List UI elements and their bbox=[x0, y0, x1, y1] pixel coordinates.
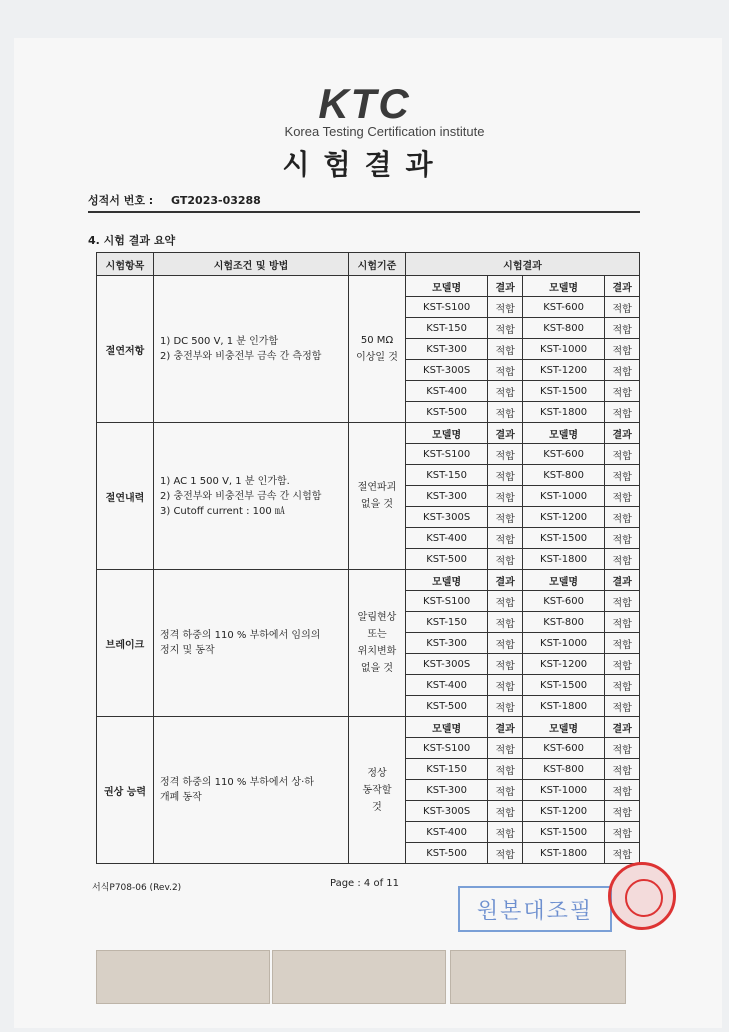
result-cell: 적합 bbox=[488, 780, 523, 801]
model-name-cell: KST-150 bbox=[406, 612, 488, 633]
model-name-cell: KST-S100 bbox=[406, 738, 488, 759]
model-name-cell: KST-1000 bbox=[522, 339, 604, 360]
model-name-cell: KST-150 bbox=[406, 318, 488, 339]
result-subheader: 모델명 bbox=[406, 276, 488, 297]
results-table bbox=[96, 252, 640, 864]
model-name-cell: KST-1500 bbox=[522, 528, 604, 549]
result-cell: 적합 bbox=[605, 738, 640, 759]
fold-strip-2 bbox=[272, 950, 446, 1004]
result-subheader: 결과 bbox=[488, 423, 523, 444]
result-cell: 적합 bbox=[605, 381, 640, 402]
result-subheader: 모델명 bbox=[406, 570, 488, 591]
test-standard bbox=[349, 717, 406, 864]
model-name-cell: KST-600 bbox=[522, 444, 604, 465]
result-cell: 적합 bbox=[488, 591, 523, 612]
test-conditions bbox=[154, 276, 349, 423]
result-cell: 적합 bbox=[605, 297, 640, 318]
result-cell: 적합 bbox=[488, 360, 523, 381]
model-name-cell: KST-150 bbox=[406, 759, 488, 780]
model-name-cell: KST-400 bbox=[406, 822, 488, 843]
model-name-cell: KST-1500 bbox=[522, 381, 604, 402]
result-cell: 적합 bbox=[605, 402, 640, 423]
standard-line: 정상 bbox=[367, 767, 387, 779]
result-cell: 적합 bbox=[605, 549, 640, 570]
result-subheader: 결과 bbox=[605, 570, 640, 591]
result-cell: 적합 bbox=[488, 738, 523, 759]
result-cell: 적합 bbox=[488, 801, 523, 822]
result-cell: 적합 bbox=[605, 759, 640, 780]
test-item: 절연저항 bbox=[97, 276, 154, 423]
test-conditions bbox=[154, 423, 349, 570]
model-name-cell: KST-1200 bbox=[522, 360, 604, 381]
condition-line: 정지 및 동작 bbox=[160, 645, 215, 656]
result-cell: 적합 bbox=[605, 633, 640, 654]
result-cell: 적합 bbox=[605, 318, 640, 339]
model-name-cell: KST-600 bbox=[522, 297, 604, 318]
original-copy-stamp: 원본대조필 bbox=[458, 886, 612, 932]
result-cell: 적합 bbox=[488, 339, 523, 360]
result-cell: 적합 bbox=[605, 843, 640, 864]
model-name-cell: KST-300 bbox=[406, 486, 488, 507]
result-cell: 적합 bbox=[488, 675, 523, 696]
result-cell: 적합 bbox=[488, 297, 523, 318]
result-cell: 적합 bbox=[488, 822, 523, 843]
result-cell: 적합 bbox=[488, 612, 523, 633]
model-name-cell: KST-1000 bbox=[522, 633, 604, 654]
model-name-cell: KST-800 bbox=[522, 759, 604, 780]
model-name-cell: KST-1200 bbox=[522, 801, 604, 822]
result-cell: 적합 bbox=[605, 696, 640, 717]
condition-line: 1) AC 1 500 V, 1 분 인가함. bbox=[160, 475, 290, 487]
model-name-cell: KST-1800 bbox=[522, 843, 604, 864]
result-cell: 적합 bbox=[488, 444, 523, 465]
model-name-cell: KST-300 bbox=[406, 780, 488, 801]
condition-line: 정격 하중의 110 % 부하에서 상·하 bbox=[160, 777, 314, 788]
header-item: 시험항목 bbox=[97, 253, 154, 276]
result-cell: 적합 bbox=[488, 549, 523, 570]
model-name-cell: KST-1000 bbox=[522, 486, 604, 507]
result-cell: 적합 bbox=[605, 528, 640, 549]
condition-line: 개폐 동작 bbox=[160, 792, 202, 803]
model-name-cell: KST-S100 bbox=[406, 297, 488, 318]
model-name-cell: KST-300 bbox=[406, 633, 488, 654]
condition-line: 2) 충전부와 비충전부 금속 간 측정함 bbox=[160, 351, 322, 362]
result-subheader: 모델명 bbox=[522, 423, 604, 444]
result-subheader: 모델명 bbox=[406, 423, 488, 444]
model-name-cell: KST-800 bbox=[522, 612, 604, 633]
model-name-cell: KST-S100 bbox=[406, 444, 488, 465]
condition-line: 3) Cutoff current : 100 ㎃ bbox=[160, 505, 285, 517]
result-cell: 적합 bbox=[605, 654, 640, 675]
model-name-cell: KST-1500 bbox=[522, 822, 604, 843]
result-cell: 적합 bbox=[605, 591, 640, 612]
result-subheader: 모델명 bbox=[406, 717, 488, 738]
model-name-cell: KST-300S bbox=[406, 507, 488, 528]
result-cell: 적합 bbox=[488, 528, 523, 549]
test-item: 브레이크 bbox=[97, 570, 154, 717]
model-name-cell: KST-600 bbox=[522, 738, 604, 759]
result-cell: 적합 bbox=[488, 486, 523, 507]
model-name-cell: KST-300 bbox=[406, 339, 488, 360]
standard-line: 없을 것 bbox=[360, 663, 394, 674]
standard-line: 이상일 것 bbox=[356, 352, 398, 363]
model-name-cell: KST-1800 bbox=[522, 549, 604, 570]
result-cell: 적합 bbox=[488, 633, 523, 654]
cert-number-value: GT2023-03288 bbox=[171, 194, 261, 207]
result-cell: 적합 bbox=[605, 507, 640, 528]
condition-line: 2) 충전부와 비충전부 금속 간 시험함 bbox=[160, 490, 322, 502]
cert-number-row bbox=[88, 192, 640, 213]
form-number: 서식P708-06 (Rev.2) bbox=[92, 883, 182, 893]
standard-line: 또는 bbox=[367, 629, 387, 640]
model-name-cell: KST-500 bbox=[406, 696, 488, 717]
result-cell: 적합 bbox=[488, 402, 523, 423]
result-cell: 적합 bbox=[488, 465, 523, 486]
model-name-cell: KST-S100 bbox=[406, 591, 488, 612]
model-name-cell: KST-500 bbox=[406, 843, 488, 864]
result-cell: 적합 bbox=[488, 759, 523, 780]
result-cell: 적합 bbox=[488, 381, 523, 402]
standard-line: 없을 것 bbox=[360, 499, 394, 510]
model-name-cell: KST-600 bbox=[522, 591, 604, 612]
result-cell: 적합 bbox=[488, 696, 523, 717]
condition-line: 정격 하중의 110 % 부하에서 임의의 bbox=[160, 630, 321, 641]
model-name-cell: KST-1200 bbox=[522, 654, 604, 675]
model-name-cell: KST-300S bbox=[406, 654, 488, 675]
section-title: 4. 시험 결과 요약 bbox=[88, 234, 176, 247]
test-standard bbox=[349, 276, 406, 423]
result-cell: 적합 bbox=[605, 612, 640, 633]
result-subheader: 결과 bbox=[605, 423, 640, 444]
result-subheader: 결과 bbox=[488, 717, 523, 738]
test-item: 권상 능력 bbox=[97, 717, 154, 864]
model-name-cell: KST-400 bbox=[406, 675, 488, 696]
model-name-cell: KST-400 bbox=[406, 528, 488, 549]
test-conditions bbox=[154, 570, 349, 717]
result-subheader: 결과 bbox=[605, 276, 640, 297]
model-name-cell: KST-150 bbox=[406, 465, 488, 486]
official-seal bbox=[608, 862, 676, 930]
model-name-cell: KST-300S bbox=[406, 801, 488, 822]
test-item: 절연내력 bbox=[97, 423, 154, 570]
model-name-cell: KST-1500 bbox=[522, 675, 604, 696]
result-cell: 적합 bbox=[605, 339, 640, 360]
model-name-cell: KST-1200 bbox=[522, 507, 604, 528]
cert-number-label: 성적서 번호 : bbox=[88, 194, 154, 207]
fold-strip-1 bbox=[96, 950, 270, 1004]
header-standard: 시험기준 bbox=[349, 253, 406, 276]
model-name-cell: KST-1800 bbox=[522, 696, 604, 717]
header-result: 시험결과 bbox=[406, 253, 640, 276]
result-subheader: 모델명 bbox=[522, 570, 604, 591]
result-cell: 적합 bbox=[605, 444, 640, 465]
model-name-cell: KST-500 bbox=[406, 402, 488, 423]
standard-line: 50 MΩ bbox=[360, 335, 394, 346]
result-cell: 적합 bbox=[488, 507, 523, 528]
condition-line: 1) DC 500 V, 1 분 인가함 bbox=[160, 336, 279, 347]
result-cell: 적합 bbox=[605, 801, 640, 822]
model-name-cell: KST-500 bbox=[406, 549, 488, 570]
header-conditions: 시험조건 및 방법 bbox=[154, 253, 349, 276]
result-subheader: 모델명 bbox=[522, 276, 604, 297]
logo-mark: KTC bbox=[318, 80, 411, 127]
page-number: Page : 4 of 11 bbox=[330, 878, 400, 889]
result-cell: 적합 bbox=[605, 360, 640, 381]
model-name-cell: KST-800 bbox=[522, 318, 604, 339]
page-title: 시험결과 bbox=[282, 148, 447, 181]
model-name-cell: KST-800 bbox=[522, 465, 604, 486]
fold-strip-3 bbox=[450, 950, 626, 1004]
result-subheader: 결과 bbox=[488, 570, 523, 591]
standard-line: 알림현상 bbox=[357, 612, 397, 623]
model-name-cell: KST-1000 bbox=[522, 780, 604, 801]
result-cell: 적합 bbox=[605, 780, 640, 801]
result-cell: 적합 bbox=[605, 465, 640, 486]
standard-line: 것 bbox=[372, 801, 382, 813]
ktc-logo bbox=[0, 80, 729, 139]
result-subheader: 결과 bbox=[605, 717, 640, 738]
result-subheader: 결과 bbox=[488, 276, 523, 297]
result-cell: 적합 bbox=[488, 843, 523, 864]
test-standard bbox=[349, 423, 406, 570]
standard-line: 위치변화 bbox=[357, 646, 397, 657]
result-cell: 적합 bbox=[605, 675, 640, 696]
result-cell: 적합 bbox=[605, 822, 640, 843]
standard-line: 절연파괴 bbox=[357, 482, 397, 493]
result-subheader: 모델명 bbox=[522, 717, 604, 738]
test-standard bbox=[349, 570, 406, 717]
model-name-cell: KST-300S bbox=[406, 360, 488, 381]
test-conditions bbox=[154, 717, 349, 864]
model-name-cell: KST-400 bbox=[406, 381, 488, 402]
result-cell: 적합 bbox=[488, 654, 523, 675]
standard-line: 동작할 bbox=[362, 784, 392, 796]
logo-org-name: Korea Testing Certification institute bbox=[284, 124, 485, 139]
result-cell: 적합 bbox=[605, 486, 640, 507]
result-cell: 적합 bbox=[488, 318, 523, 339]
model-name-cell: KST-1800 bbox=[522, 402, 604, 423]
